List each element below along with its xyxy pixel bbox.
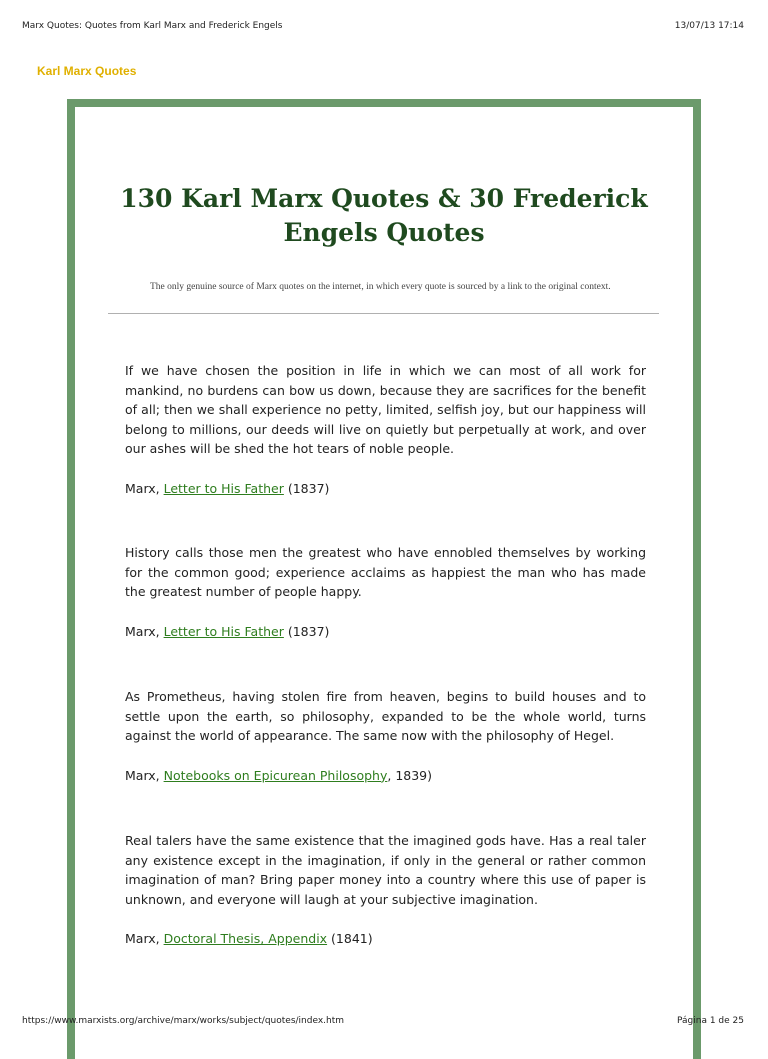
citation-year: , 1839) [387,767,433,783]
quote-block [125,543,646,641]
quote-citation [125,479,646,499]
content-frame [67,99,701,1059]
citation-author: Marx, [125,931,164,946]
print-timestamp: 13/07/13 17:14 [674,21,744,31]
quote-citation [125,929,646,949]
quote-citation [125,622,646,642]
quote-block [125,361,646,498]
citation-author: Marx, [125,623,164,639]
citation-source-link[interactable]: Doctoral Thesis, Appendix [163,931,328,946]
quote-text: Real talers have the same existence that the imagined gods have. Has a real taler any existence except in the imagination, if only in the general or rather common imagination of man? Bring paper money into a country where this use of paper is unknown, and everyone will laugh at your subjective imagination. [125,833,646,907]
quote-list [125,361,646,949]
print-url: https://www.marxists.org/archive/marx/works/subject/quotes/index.htm [22,1016,345,1026]
citation-source-link[interactable]: Notebooks on Epicurean Philosophy [163,767,388,783]
citation-source-link[interactable]: Letter to His Father [163,480,284,496]
page-subtitle: The only genuine source of Marx quotes on the internet, in which every quote is sourced by a link to the original context. [150,282,611,292]
citation-author: Marx, [125,480,164,496]
print-header [22,21,744,31]
citation-year: (1841) [327,931,373,946]
quote-block [125,687,646,785]
citation-year: (1837) [283,480,330,496]
quote-text: History calls those men the greatest who have ennobled themselves by working for the common good; experience acclaims as happiest the man who has made the greatest number of people happy. [125,545,646,599]
quote-text: If we have chosen the position in life in which we can most of all work for mankind, no burdens can bow us down, because they are sacrifices for the benefit of all; then we shall experience no petty, limited, selfish joy, but our happiness will belong to millions, our deeds will live on quietly but perpetually at work, and over our ashes will be shed the hot tears of noble people. [125,363,646,456]
citation-author: Marx, [125,767,164,783]
print-footer [22,1016,744,1026]
quote-text: As Prometheus, having stolen fire from heaven, begins to build houses and to settle upon the earth, so philosophy, expanded to be the whole world, turns against the world of appearance. The same now with the philosophy of Hegel. [125,689,646,743]
quote-block [125,831,646,949]
print-page-title: Marx Quotes: Quotes from Karl Marx and Frederick Engels [22,21,283,31]
page-title: 130 Karl Marx Quotes & 30 Frederick Engels Quotes [120,184,648,247]
site-home-link[interactable]: Karl Marx Quotes [37,64,137,78]
divider [108,313,659,314]
print-page-number: Página 1 de 25 [677,1016,744,1026]
citation-year: (1837) [283,623,330,639]
quote-citation [125,766,646,786]
citation-source-link[interactable]: Letter to His Father [163,623,284,639]
